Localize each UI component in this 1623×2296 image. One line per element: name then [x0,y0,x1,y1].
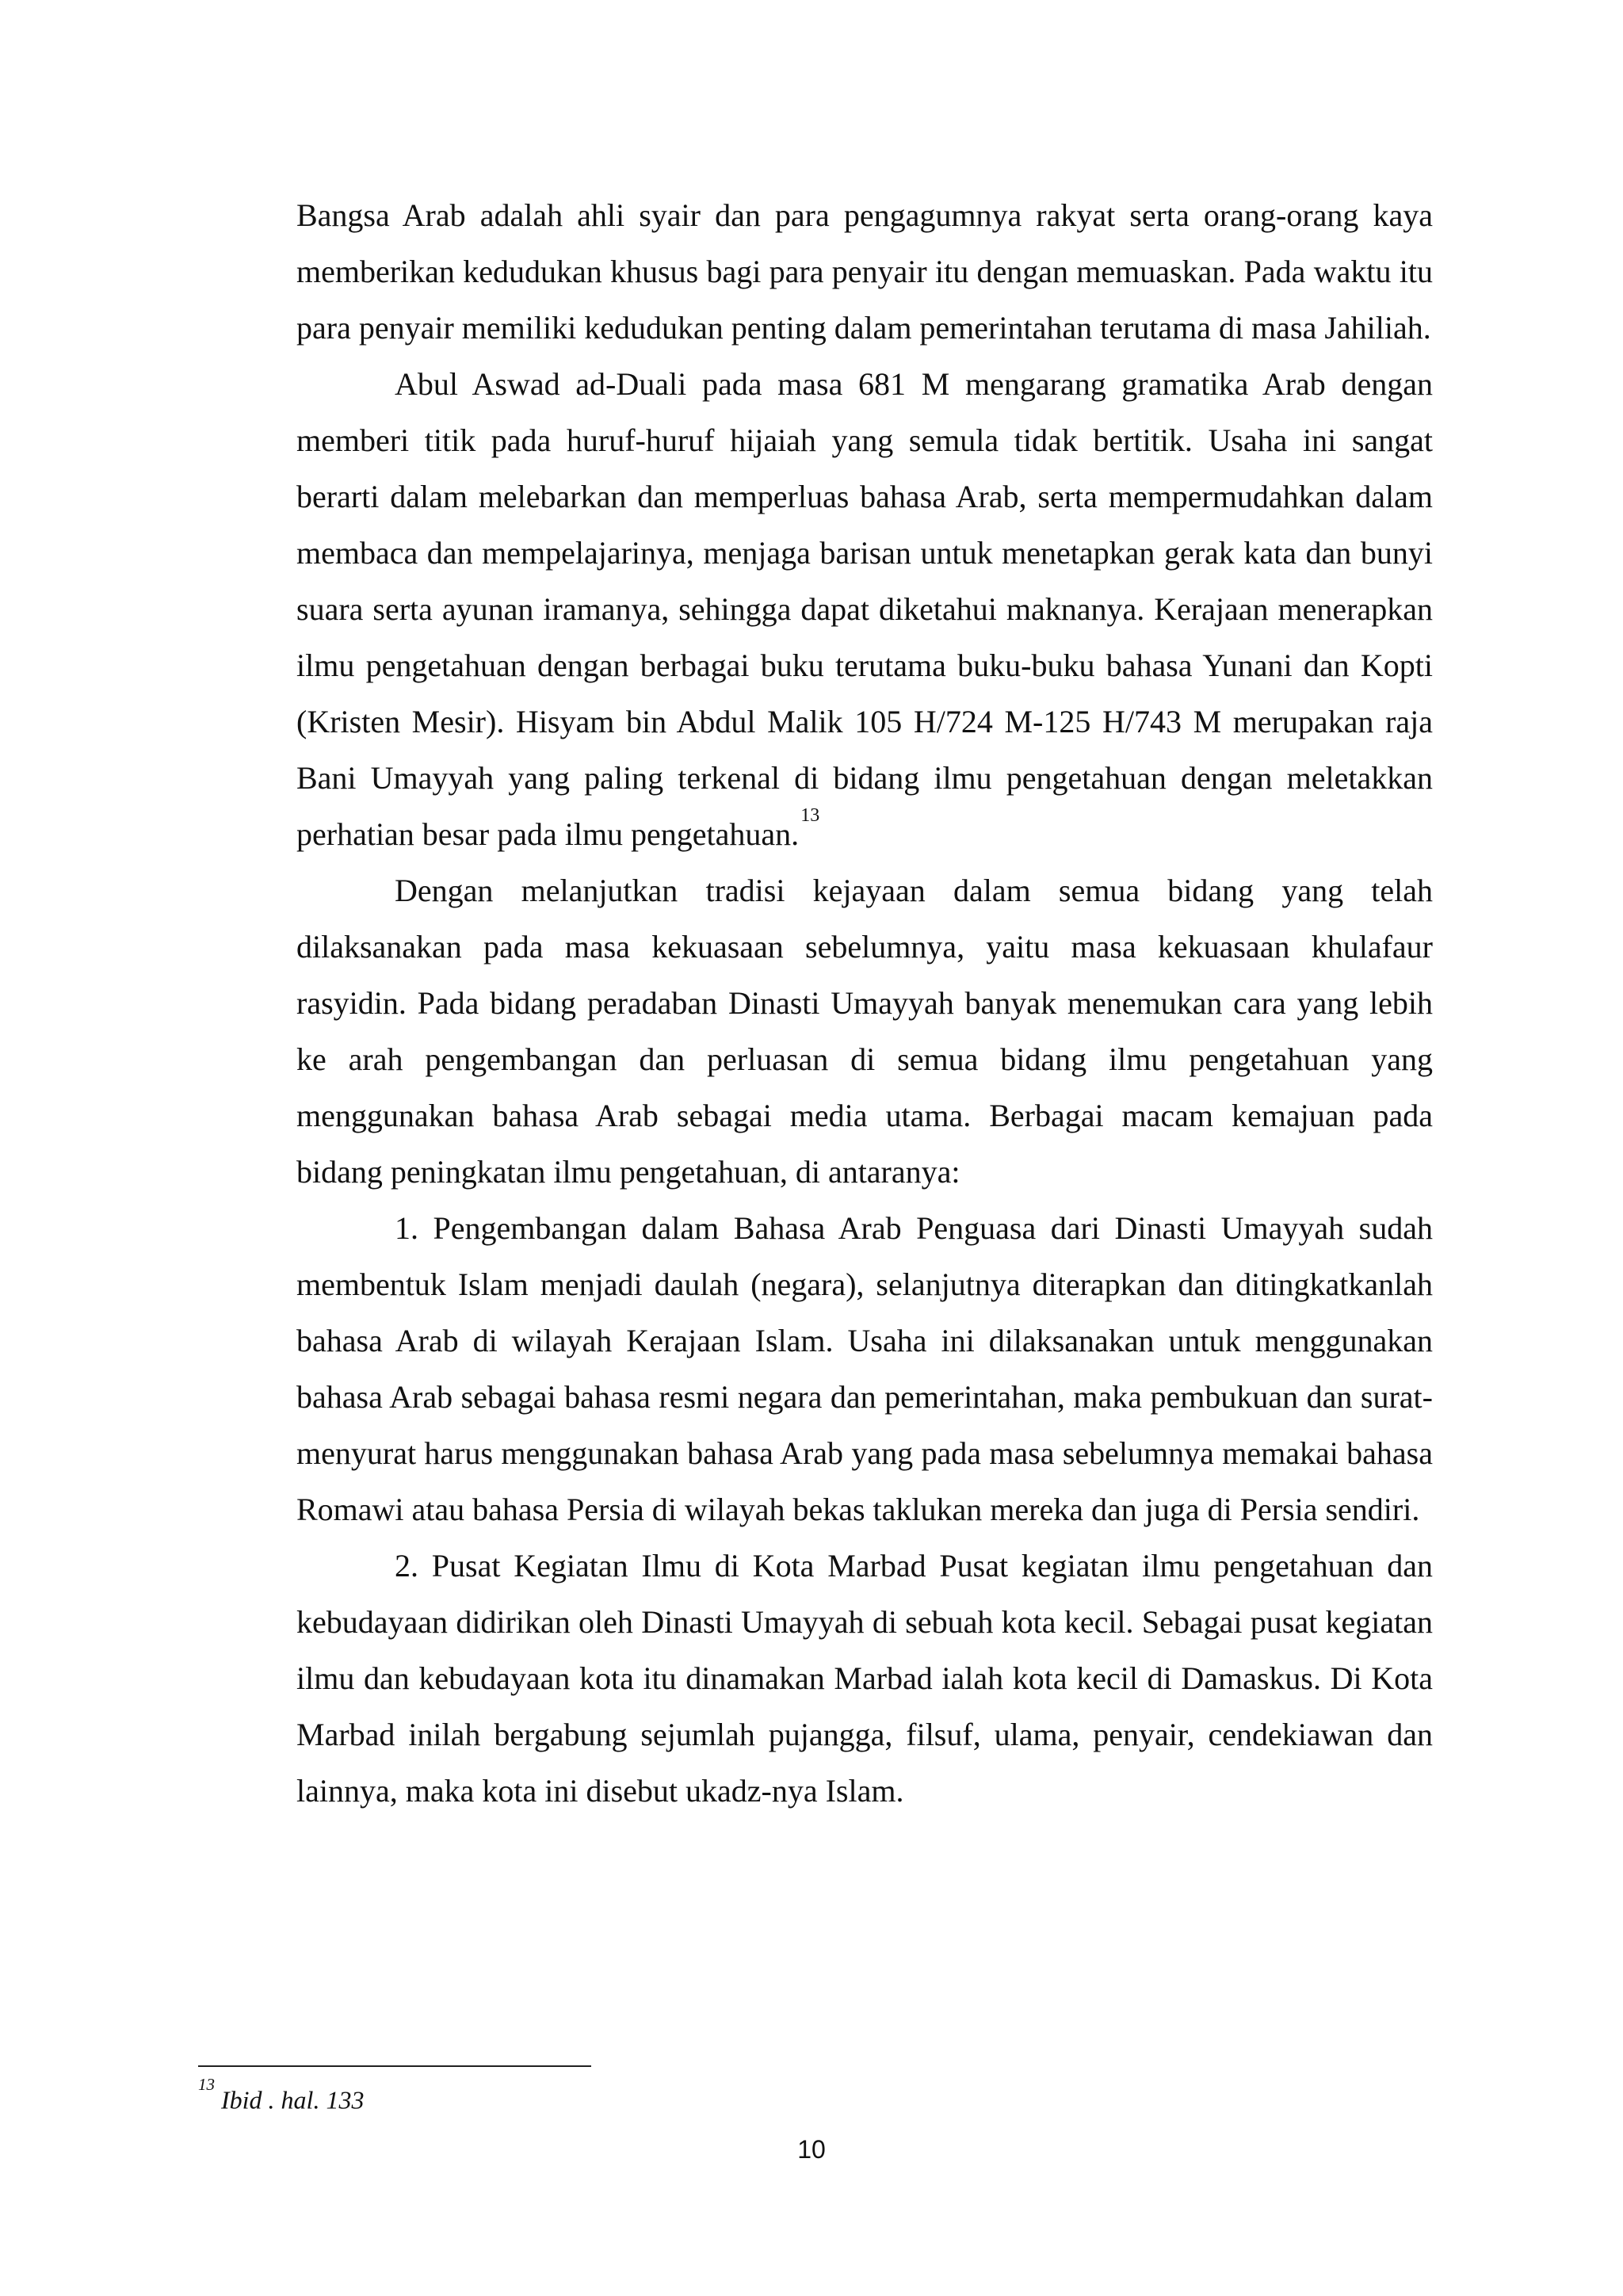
list-item-2: 2. Pusat Kegiatan Ilmu di Kota Marbad Pusat kegiatan ilmu pengetahuan dan kebudayaan didirikan oleh Dinasti Umayyah di sebuah kota kecil. Sebagai pusat kegiatan ilmu dan kebudayaan kota itu dinamakan Marbad ialah kota kecil di Damaskus. Di Kota Marbad inilah bergabung sejumlah pujangga, filsuf, ulama, penyair, cendekiawan dan lainnya, maka kota ini disebut ukadz-nya Islam. [296,1548,1433,1809]
body-text [296,187,1433,1819]
paragraph-2 [296,356,1433,862]
footnote [198,2075,365,2116]
paragraph-1: Bangsa Arab adalah ahli syair dan para pengagumnya rakyat serta orang-orang kaya memberikan kedudukan khusus bagi para penyair itu dengan memuaskan. Pada waktu itu para penyair memiliki kedudukan penting dalam pemerintahan terutama di masa Jahiliah. [296,197,1433,346]
footnote-number: 13 [198,2075,215,2094]
list-item-1: 1. Pengembangan dalam Bahasa Arab Penguasa dari Dinasti Umayyah sudah membentuk Islam menjadi daulah (negara), selanjutnya diterapkan dan ditingkatkanlah bahasa Arab di wilayah Kerajaan Islam. Usaha ini dilaksanakan untuk menggunakan bahasa Arab sebagai bahasa resmi negara dan pemerintahan, maka pembukuan dan surat-menyurat harus menggunakan bahasa Arab yang pada masa sebelumnya memakai bahasa Romawi atau bahasa Persia di wilayah bekas taklukan mereka dan juga di Persia sendiri. [296,1210,1433,1527]
footnote-text: Ibid . hal. 133 [221,2085,365,2115]
page-number: 10 [797,2135,826,2164]
footnote-separator [198,2065,591,2067]
paragraph-3: Dengan melanjutkan tradisi kejayaan dalam semua bidang yang telah dilaksanakan pada masa kekuasaan sebelumnya, yaitu masa kekuasaan khulafaur rasyidin. Pada bidang peradaban Dinasti Umayyah banyak menemukan cara yang lebih ke arah pengembangan dan perluasan di semua bidang ilmu pengetahuan yang menggunakan bahasa Arab sebagai media utama. Berbagai macam kemajuan pada bidang peningkatan ilmu pengetahuan, di antaranya: [296,873,1433,1190]
footnote-reference: 13 [800,804,820,826]
paragraph-2-text: Abul Aswad ad-Duali pada masa 681 M mengarang gramatika Arab dengan memberi titik pada huruf-huruf hijaiah yang semula tidak bertitik. Usaha ini sangat berarti dalam melebarkan dan memperluas bahasa Arab, serta mempermudahkan dalam membaca dan mempelajarinya, menjaga barisan untuk menetapkan gerak kata dan bunyi suara serta ayunan iramanya, sehingga dapat diketahui maknanya. Kerajaan menerapkan ilmu pengetahuan dengan berbagai buku terutama buku-buku bahasa Yunani dan Kopti (Kristen Mesir). Hisyam bin Abdul Malik 105 H/724 M-125 H/743 M merupakan raja Bani Umayyah yang paling terkenal di bidang ilmu pengetahuan dengan meletakkan perhatian besar pada ilmu pengetahuan. [296,366,1433,852]
